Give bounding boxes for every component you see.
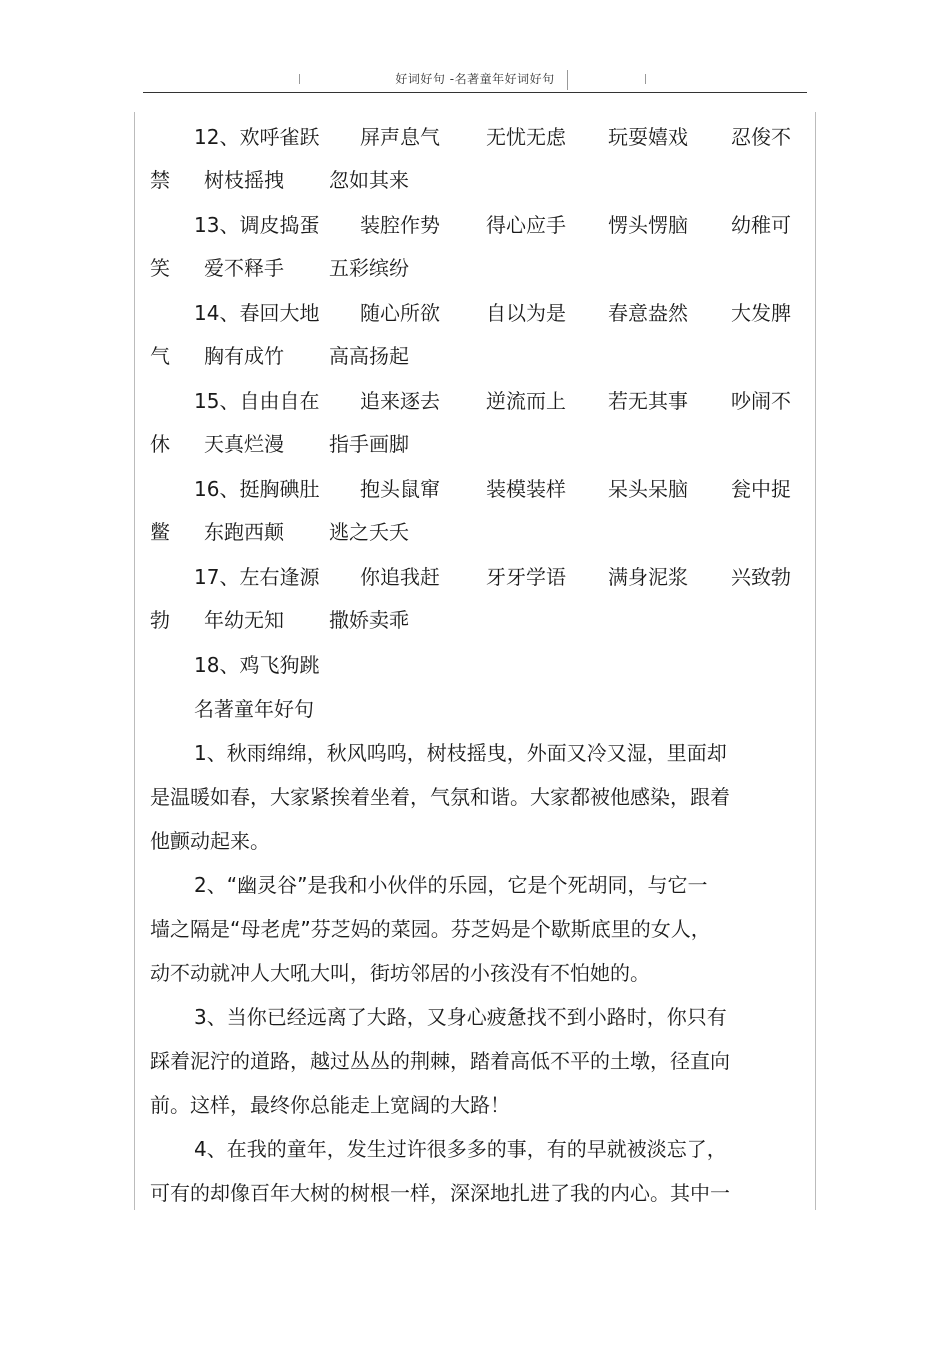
idiom: 逃之夭夭 bbox=[329, 520, 409, 544]
section-title bbox=[150, 684, 810, 728]
idiom: 你追我赶 bbox=[360, 565, 440, 589]
paragraph-line: 他颤动起来。 bbox=[150, 829, 270, 853]
frame-right-border bbox=[815, 112, 816, 1210]
idiom: 指手画脚 bbox=[329, 432, 409, 456]
idiom: 15、自由自在 bbox=[194, 389, 320, 413]
idiom-row bbox=[150, 376, 810, 464]
paragraph-line: 4、在我的童年，发生过许很多多的事，有的早就被淡忘了， bbox=[194, 1137, 727, 1161]
header-tick bbox=[567, 70, 568, 90]
idiom: 17、左右逢源 bbox=[194, 565, 320, 589]
idiom: 勃 bbox=[150, 608, 170, 632]
paragraph bbox=[150, 728, 810, 860]
idiom: 满身泥浆 bbox=[608, 565, 688, 589]
paragraph-line: 可有的却像百年大树的树根一样，深深地扎进了我的内心。其中一 bbox=[150, 1181, 730, 1205]
idiom: 18、鸡飞狗跳 bbox=[194, 653, 320, 677]
idiom: 12、欢呼雀跃 bbox=[194, 125, 320, 149]
frame-left-border bbox=[134, 112, 135, 1210]
idiom-row bbox=[150, 200, 810, 288]
idiom: 休 bbox=[150, 432, 170, 456]
document-body bbox=[150, 112, 810, 1212]
paragraph-line: 踩着泥泞的道路，越过丛丛的荆棘，踏着高低不平的土墩，径直向 bbox=[150, 1049, 730, 1073]
idiom: 兴致勃 bbox=[731, 565, 791, 589]
idiom: 抱头鼠窜 bbox=[360, 477, 440, 501]
page-header bbox=[143, 62, 807, 93]
header-title: 好词好句 -名著童年好词好句 bbox=[395, 72, 555, 86]
idiom: 牙牙学语 bbox=[486, 565, 566, 589]
paragraph-line: 2、“幽灵谷”是我和小伙伴的乐园，它是个死胡同，与它一 bbox=[194, 873, 708, 897]
idiom: 撒娇卖乖 bbox=[329, 608, 409, 632]
idiom: 胸有成竹 bbox=[204, 344, 284, 368]
idiom: 无忧无虑 bbox=[486, 125, 566, 149]
paragraph bbox=[150, 860, 810, 992]
idiom: 14、春回大地 bbox=[194, 301, 320, 325]
idiom: 13、调皮捣蛋 bbox=[194, 213, 320, 237]
header-tick bbox=[645, 74, 646, 84]
paragraph-line: 1、秋雨绵绵，秋风呜呜，树枝摇曳，外面又冷又湿，里面却 bbox=[194, 741, 727, 765]
paragraph bbox=[150, 992, 810, 1124]
idiom-row bbox=[150, 288, 810, 376]
idiom-row bbox=[150, 464, 810, 552]
paragraph-line: 是温暖如春，大家紧挨着坐着，气氛和谐。大家都被他感染，跟着 bbox=[150, 785, 730, 809]
idiom: 愣头愣脑 bbox=[608, 213, 688, 237]
idiom: 呆头呆脑 bbox=[608, 477, 688, 501]
idiom: 幼稚可 bbox=[731, 213, 791, 237]
idiom: 瓮中捉 bbox=[731, 477, 791, 501]
idiom: 装腔作势 bbox=[360, 213, 440, 237]
idiom: 忽如其来 bbox=[329, 168, 409, 192]
idiom: 装模装样 bbox=[486, 477, 566, 501]
idiom-row bbox=[150, 640, 810, 684]
idiom: 随心所欲 bbox=[360, 301, 440, 325]
idiom: 自以为是 bbox=[486, 301, 566, 325]
idiom: 吵闹不 bbox=[731, 389, 791, 413]
idiom-row bbox=[150, 552, 810, 640]
paragraph-line: 墙之隔是“母老虎”芬芝妈的菜园。芬芝妈是个歇斯底里的女人， bbox=[150, 917, 711, 941]
idiom: 玩耍嬉戏 bbox=[608, 125, 688, 149]
paragraph-line: 动不动就冲人大吼大叫，街坊邻居的小孩没有不怕她的。 bbox=[150, 961, 650, 985]
paragraph bbox=[150, 1124, 810, 1212]
idiom: 五彩缤纷 bbox=[329, 256, 409, 280]
idiom: 气 bbox=[150, 344, 170, 368]
idiom: 大发脾 bbox=[731, 301, 791, 325]
idiom: 高高扬起 bbox=[329, 344, 409, 368]
idiom: 16、挺胸碘肚 bbox=[194, 477, 320, 501]
idiom: 屏声息气 bbox=[360, 125, 440, 149]
idiom: 若无其事 bbox=[608, 389, 688, 413]
section-heading: 名著童年好句 bbox=[194, 697, 314, 721]
idiom: 得心应手 bbox=[486, 213, 566, 237]
idiom: 禁 bbox=[150, 168, 170, 192]
idiom: 爱不释手 bbox=[204, 256, 284, 280]
idiom: 年幼无知 bbox=[204, 608, 284, 632]
idiom: 树枝摇拽 bbox=[204, 168, 284, 192]
paragraph-line: 前。这样，最终你总能走上宽阔的大路！ bbox=[150, 1093, 510, 1117]
idiom: 逆流而上 bbox=[486, 389, 566, 413]
idiom: 笑 bbox=[150, 256, 170, 280]
idiom: 追来逐去 bbox=[360, 389, 440, 413]
header-tick bbox=[299, 74, 300, 84]
idiom: 东跑西颠 bbox=[204, 520, 284, 544]
idiom: 天真烂漫 bbox=[204, 432, 284, 456]
idiom-row bbox=[150, 112, 810, 200]
paragraph-line: 3、当你已经远离了大路，又身心疲惫找不到小路时，你只有 bbox=[194, 1005, 727, 1029]
idiom: 春意盎然 bbox=[608, 301, 688, 325]
idiom: 忍俊不 bbox=[731, 125, 791, 149]
idiom: 鳖 bbox=[150, 520, 170, 544]
